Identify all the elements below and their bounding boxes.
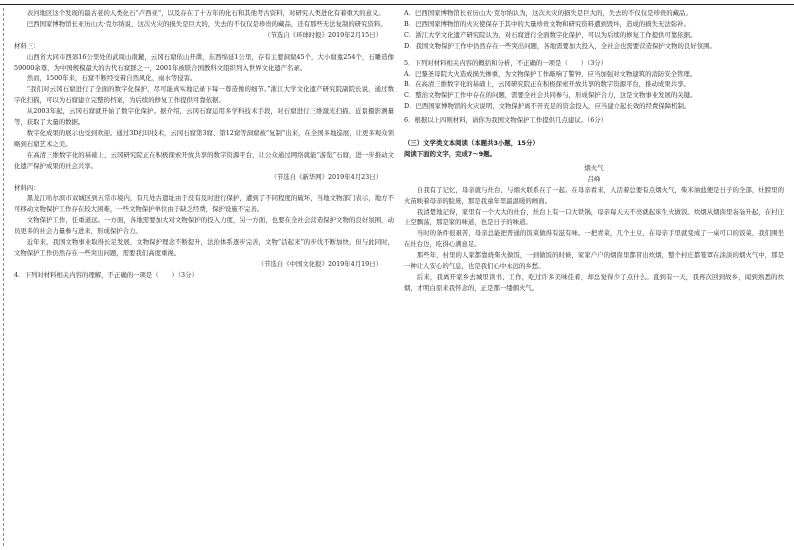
- material-paragraph: 山西省大同市西郊16公里处的武周山南麓，云冈石窟依山开凿，东西绵延1公里，存有主要洞窟45个，大小窟龛254个，石雕造像59000余尊，为中国规模最大的古代石窟群之一，2001年被联合国教科文组织列入世界文化遗产名录。: [14, 52, 394, 72]
- reading-instruction: 阅读下面的文字，完成7～9题。: [404, 149, 496, 158]
- left-column: [14, 8, 394, 281]
- question-4: 4．下列对材料相关内容的理解，不正确的一项是（ ）（3分）: [14, 270, 198, 279]
- story-paragraph: 我清楚地记得，家里有一个大大的灶台，灶台上有一口大铁锅，母亲每天天不亮就起床生火做饭。炊烟从烟囱里袅袅升起，在村庄上空飘荡，那是家的味道，也是日子的味道。: [404, 207, 784, 227]
- q4-option-b: B．巴西国家博物馆的火灾使保存于其中的大量珍贵文物和研究资料遭到毁坏，造成的损失无法弥补。: [404, 19, 690, 28]
- story-author: 吕峰: [587, 174, 601, 183]
- story-paragraph: 后来，我离开家乡去城里读书、工作，吃过许多美味佳肴，却总觉得少了点什么。直到有一天，我再次回到故乡，闻到熟悉的炊烟，才明白原来我怀念的，正是那一缕烟火气。: [404, 272, 784, 292]
- source-line: （节选自《新华网》2019年4月23日）: [270, 172, 382, 181]
- material-paragraph: 黑龙江哈尔滨市双城区到五常市境内，有几处古遗址由于没有及时进行保护，遭到了不同程度的破坏，当地文物部门表示，地方不可移动文物保护工作存在较大困难，一些文物保护单位由于缺乏经费，保护设施不完善。: [14, 194, 394, 214]
- top-rule: [0, 4, 794, 5]
- source-line: （节选自《中国文化报》2019年4月19日）: [257, 259, 382, 268]
- right-column: [404, 8, 784, 294]
- story-title: 烟火气: [584, 163, 604, 172]
- story-paragraph: 那些年，村里的人家都靠烧柴火做饭，一到做饭的时候，家家户户的烟囱里都冒出炊烟，整个村庄都笼罩在淡淡的烟火气中，那是一种让人安心的气息，也是我们心中永远的乡愁。: [404, 251, 784, 271]
- intro-paragraph: 表河地区这个发现的最古老的人类化石“卢西亚”，以及存在了十万年的化石和其他考古资料，对研究人类进化有着重大的意义。: [26, 9, 385, 17]
- material-four-title: 材料四：: [14, 183, 40, 192]
- q5-option-d: D．巴西国家博物馆的火灾说明，文物保护离不开充足的资金投入，应当建立起长效的经费保障机制。: [404, 102, 691, 111]
- story-paragraph: 当时的条件很艰苦，母亲总能把普通的饭菜做得有滋有味。一把青菜，几个土豆，在母亲手里就变成了一桌可口的饭菜，我们围坐在灶台边，吃得心满意足。: [404, 229, 784, 249]
- material-paragraph: 近年来，我国文物事业取得长足发展，文物保护理念不断提升，法治体系逐步完善，文物“活起来”的步伐不断加快，但与此同时，文物保护工作仍然存在一些突出问题，需要我们高度重视。: [14, 238, 394, 257]
- q5-option-c: C．整治文物保护工作中存在的问题，需要全社会共同参与，形成保护合力，这是文物事业发展的关键。: [404, 91, 697, 100]
- binding-line: [3, 8, 4, 546]
- q5-option-a: A．巴黎圣母院大火造成损失惨重，为文物保护工作敲响了警钟，应当加强对文物建筑的消防安全管理。: [404, 69, 697, 78]
- source-line: （节选自《环球时报》2019年2月15日）: [264, 30, 382, 39]
- material-three-title: 材料三：: [14, 41, 40, 50]
- q4-option-c: C．浙江大学文化遗产研究院认为，对石窟进行全面数字化保护，可以为后续的修复工作提供可靠依据。: [404, 30, 697, 39]
- material-paragraph: 数字化成果的展示也受到欢迎。通过3D打印技术，云冈石窟第3窟、第12窟等洞窟被“复制”出来，在全国多地巡展，让更多观众领略到石窟艺术之美。: [14, 128, 394, 148]
- intro-paragraph: 巴西国家博物馆长亚历山大·克尔纳说，这次火灾的损失是巨大的，失去的不仅仅是珍贵的藏品，还有那些无法复制的研究资料。: [26, 19, 387, 28]
- material-paragraph: 文物保护工作，任重道远。一方面，各地需要加大对文物保护的投入力度，另一方面，也要在全社会营造保护文物的良好氛围，动员更多的社会力量参与进来，形成保护合力。: [14, 216, 394, 236]
- q5-option-b: B．在高清三维数字化的基础上，云冈研究院正在积极探索开放共享的数字资源平台，推动成果共享。: [404, 80, 690, 89]
- q4-option-a: A．巴西国家博物馆长亚历山大·克尔纳认为，这次火灾的损失是巨大的，失去的不仅仅是珍贵的藏品。: [404, 9, 692, 17]
- q4-option-d: D．我国文物保护工作中仍然存在一些突出问题，各地需要加大投入，全社会也需要营造保护文物的良好氛围。: [404, 41, 716, 50]
- question-6: 6．根据以上四则材料，请你为我国文物保护工作提供几点建议。（6分）: [404, 116, 608, 125]
- material-paragraph: 然而，1500年来，石窟不断经受着自然风化、雨水等侵害。: [26, 74, 197, 83]
- story-paragraph: 自我有了记忆，母亲就与灶台、与烟火联系在了一起。在母亲看来，人活着总要有点烟火气，柴米油盐便是日子的全部，灶膛里的火苗映着母亲的脸庞，那是我童年里最温暖的画面。: [404, 185, 784, 205]
- material-paragraph: 在高清三维数字化的基础上，云冈研究院正在积极探索开放共享的数字资源平台，让公众通过网络就能“游览”石窟，进一步推动文化遗产保护成果的社会共享。: [14, 150, 394, 170]
- material-paragraph: 从2003年起，云冈石窟就开始了数字化保护。据介绍，云冈石窟运用多学科技术手段，对石窟进行三维激光扫描、近景摄影测量等，获取了大量的数据。: [14, 107, 394, 127]
- section-title: （三）文学类文本阅读（本题共3小题，15分）: [404, 139, 539, 148]
- question-5: 5．下列对材料相关内容的概括和分析，不正确的一项是（ ）（3分）: [404, 58, 608, 67]
- material-paragraph: “我们对云冈石窟进行了全面的数字化保护，尽可能真实地记录下每一尊造像的细节。”浙江大学文化遗产研究院副院长说，通过数字化扫描，可以为石窟建立完整的档案，为后续的修复工作提供可靠依据。: [14, 85, 394, 105]
